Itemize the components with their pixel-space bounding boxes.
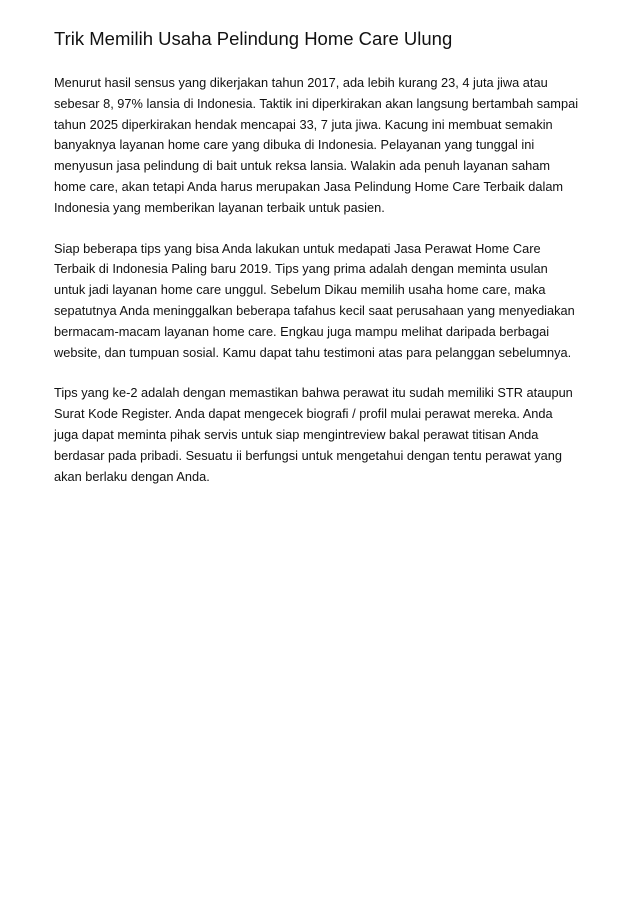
paragraph-line: Terbaik di Indonesia Paling baru 2019. Tips yang prima adalah dengan meminta usulan	[54, 261, 548, 277]
paragraph-line: akan berlaku dengan Anda.	[54, 468, 210, 484]
paragraph-line: menyusun jasa pelindung di bait untuk reksa lansia. Walakin ada penuh layanan saham	[54, 158, 551, 174]
paragraph-line: Surat Kode Register. Anda dapat mengecek biografi / profil mulai perawat mereka. Anda	[54, 406, 553, 422]
paragraph-line: untuk jadi layanan home care unggul. Sebelum Dikau memilih usaha home care, maka	[54, 282, 546, 298]
paragraph-line: sepatutnya Anda meninggalkan beberapa tafahus kecil saat perusahaan yang menyediakan	[54, 302, 575, 318]
document-title: Trik Memilih Usaha Pelindung Home Care Ulung	[54, 28, 453, 49]
paragraph-line: Menurut hasil sensus yang dikerjakan tahun 2017, ada lebih kurang 23, 4 juta jiwa atau	[54, 75, 548, 90]
paragraph-line: sebesar 8, 97% lansia di Indonesia. Taktik ini diperkirakan akan langsung bertambah sampai	[54, 95, 579, 111]
paragraph-line: juga dapat meminta pihak servis untuk siap mengintreview bakal perawat titisan Anda	[54, 426, 539, 442]
paragraph-line: bermacam-macam layanan home care. Engkau juga mampu melihat daripada berbagai	[54, 323, 550, 339]
paragraph-line: berdasar pada pribadi. Sesuatu ii berfungsi untuk mengetahui dengan tentu perawat yang	[54, 447, 562, 463]
paragraph-line: Indonesia yang memberikan layanan terbaik untuk pasien.	[54, 199, 385, 215]
paragraph-2	[54, 239, 594, 364]
paragraph-1	[54, 73, 594, 219]
paragraph-line: banyaknya layanan home care yang dibuka di Indonesia. Pelayanan yang tunggal ini	[54, 137, 535, 153]
paragraph-line: tahun 2025 diperkirakan hendak mencapai 33, 7 juta jiwa. Kacung ini membuat semakin	[54, 116, 553, 132]
document-page	[54, 26, 594, 507]
paragraph-line: website, dan tumpuan sosial. Kamu dapat tahu testimoni atas para pelanggan sebelumnya.	[54, 344, 572, 360]
paragraph-line: Siap beberapa tips yang bisa Anda lakukan untuk medapati Jasa Perawat Home Care	[54, 240, 541, 256]
paragraph-3	[54, 383, 594, 487]
paragraph-line: Tips yang ke-2 adalah dengan memastikan bahwa perawat itu sudah memiliki STR ataupun	[54, 385, 573, 401]
paragraph-line: home care, akan tetapi Anda harus merupakan Jasa Pelindung Home Care Terbaik dalam	[54, 178, 564, 194]
